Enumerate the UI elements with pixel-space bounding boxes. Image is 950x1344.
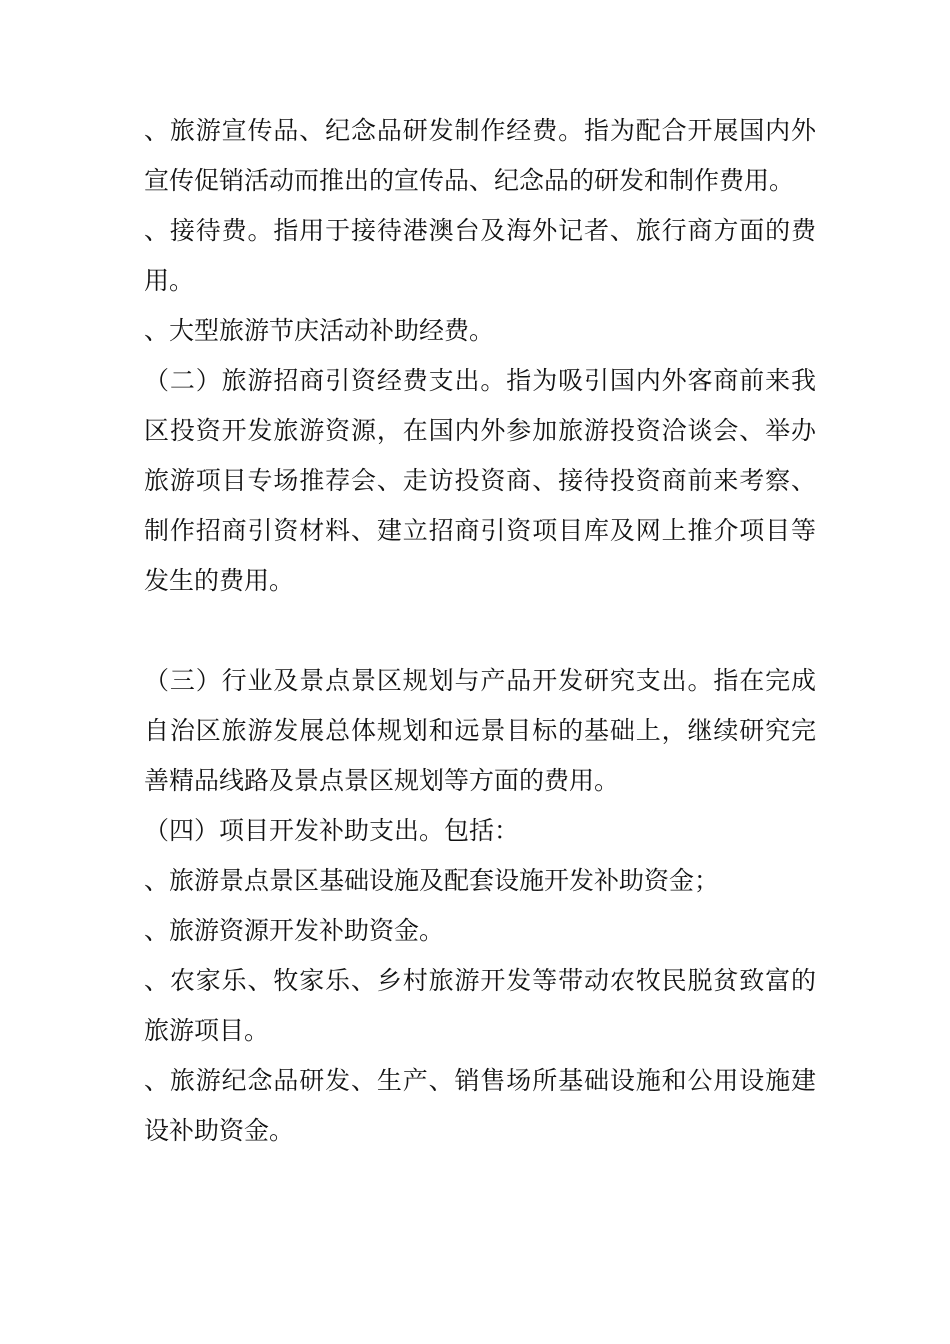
paragraph-rural-tourism: 、农家乐、牧家乐、乡村旅游开发等带动农牧民脱贫致富的旅游项目。 xyxy=(144,966,816,1045)
paragraph-festival-funding: 、大型旅游节庆活动补助经费。 xyxy=(144,316,495,345)
paragraph-spacer xyxy=(144,606,816,656)
paragraph-souvenir-facilities: 、旅游纪念品研发、生产、销售场所基础设施和公用设施建设补助资金。 xyxy=(144,1066,816,1145)
paragraph-reception-fee: 、接待费。指用于接待港澳台及海外记者、旅行商方面的费用。 xyxy=(144,216,816,295)
paragraph-investment-expenses: （二）旅游招商引资经费支出。指为吸引国内外客商前来我区投资开发旅游资源，在国内外参加旅游投资洽谈会、举办旅游项目专场推荐会、走访投资商、接待投资商前来考察、制作招商引资材料、建立招商引资项目库及网上推介项目等发生的费用。 xyxy=(144,366,816,595)
paragraph-project-subsidy-heading: （四）项目开发补助支出。包括： xyxy=(144,816,520,845)
paragraph-souvenir-funding: 、旅游宣传品、纪念品研发制作经费。指为配合开展国内外宣传促销活动而推出的宣传品、纪念品的研发和制作费用。 xyxy=(144,116,816,195)
paragraph-planning-research: （三）行业及景点景区规划与产品开发研究支出。指在完成自治区旅游发展总体规划和远景目标的基础上，继续研究完善精品线路及景点景区规划等方面的费用。 xyxy=(144,666,816,795)
document-body xyxy=(144,106,816,1156)
paragraph-infrastructure-subsidy: 、旅游景点景区基础设施及配套设施开发补助资金； xyxy=(144,866,720,895)
paragraph-resource-subsidy: 、旅游资源开发补助资金。 xyxy=(144,916,445,945)
